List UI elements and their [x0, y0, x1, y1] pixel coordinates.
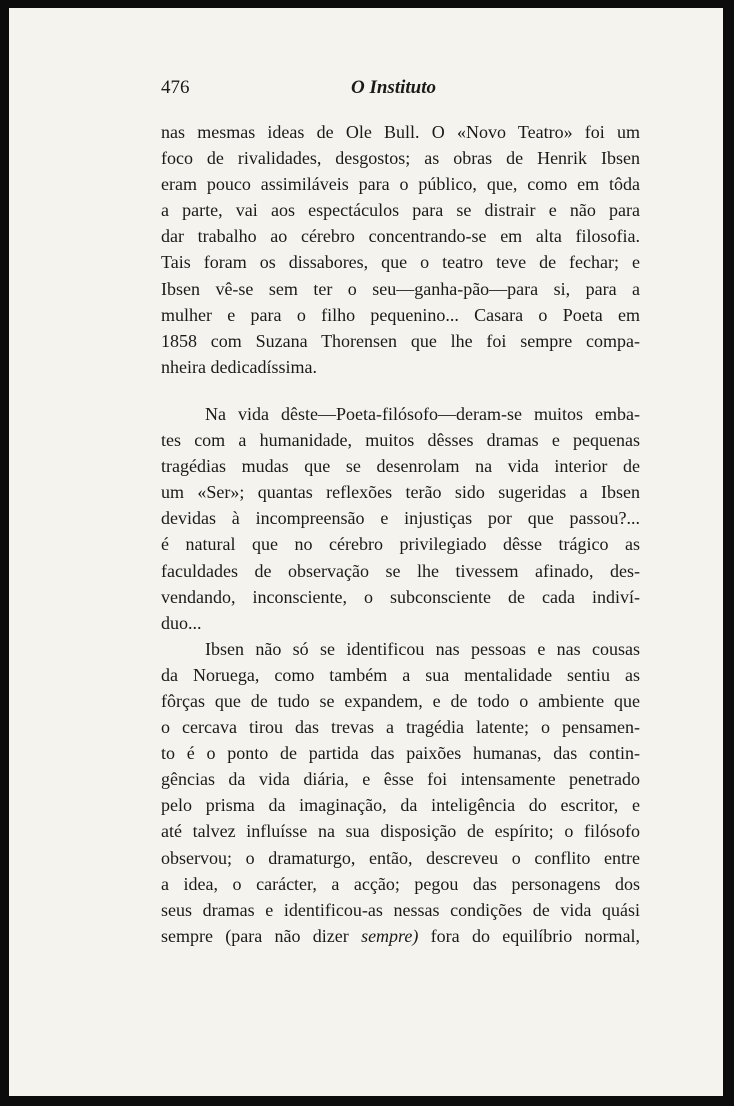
running-title: O Instituto — [351, 77, 437, 98]
text-line: a idea, o carácter, a acção; pegou das personagens dos — [161, 873, 640, 894]
text-line: seus dramas e identificou-as nessas condições de vida quási — [161, 899, 640, 920]
text-line: da Noruega, como também a sua mentalidade sentiu as — [161, 664, 640, 685]
text-line: um «Ser»; quantas reflexões terão sido sugeridas a Ibsen — [161, 482, 640, 503]
text-segment: sempre (para não dizer — [161, 925, 362, 946]
page-number: 476 — [161, 77, 190, 98]
text-line: eram pouco assimiláveis para o público, que, como em tôda — [161, 174, 640, 195]
text-line: Ibsen não só se identificou nas pessoas e nas cousas — [205, 638, 640, 659]
text-line-final — [161, 923, 640, 949]
text-line: mulher e para o filho pequenino... Casara o Poeta em — [161, 304, 640, 325]
text-line: fôrças que de tudo se expandem, e de todo o ambiente que — [161, 690, 640, 711]
text-line: Na vida dêste—Poeta-filósofo—deram-se muitos emba- — [205, 403, 640, 424]
text-line: foco de rivalidades, desgostos; as obras de Henrik Ibsen — [161, 148, 640, 169]
text-line: tragédias mudas que se desenrolam na vida interior de — [161, 456, 640, 477]
text-line: a parte, vai aos espectáculos para se distrair e não para — [161, 200, 640, 221]
paragraph-gap — [161, 380, 640, 401]
text-line: Tais foram os dissabores, que o teatro teve de fechar; e — [161, 252, 640, 273]
text-line: Ibsen vê-se sem ter o seu—ganha-pão—para si, para a — [161, 278, 640, 299]
text-line: duo... — [161, 612, 202, 633]
text-line: o cercava tirou das trevas a tragédia latente; o pensamen- — [161, 717, 640, 738]
text-line: até talvez influísse na sua disposição de espírito; o filósofo — [161, 821, 640, 842]
text-line: nheira dedicadíssima. — [161, 356, 317, 377]
paragraph — [161, 401, 640, 636]
text-line: observou; o dramaturgo, então, descreveu o conflito entre — [161, 847, 640, 868]
text-line: gências da vida diária, e êsse foi intensamente penetrado — [161, 769, 640, 790]
emphasized-word: sempre) — [361, 925, 419, 946]
text-line: nas mesmas ideas de Ole Bull. O «Novo Teatro» foi um — [161, 122, 640, 142]
text-line: dar trabalho ao cérebro concentrando-se em alta filosofia. — [161, 226, 640, 247]
text-line: pelo prisma da imaginação, da inteligência do escritor, e — [161, 795, 640, 816]
text-line: faculdades de observação se lhe tivessem afinado, des- — [161, 560, 640, 581]
text-line: 1858 com Suzana Thorensen que lhe foi sempre compa- — [161, 330, 640, 351]
body-text — [161, 119, 640, 949]
text-line: vendando, inconsciente, o subconsciente de cada indiví- — [161, 586, 640, 607]
text-line: to é o ponto de partida das paixões humanas, das contin- — [161, 743, 640, 764]
page-header — [161, 77, 651, 107]
paragraph — [161, 636, 640, 949]
text-segment: fora do equilíbrio normal, — [418, 925, 640, 946]
text-line: tes com a humanidade, muitos dêsses dramas e pequenas — [161, 430, 640, 451]
paragraph — [161, 119, 640, 380]
text-line: é natural que no cérebro privilegiado dêsse trágico as — [161, 534, 640, 555]
text-line: devidas à incompreensão e injustiças por que passou?... — [161, 508, 640, 529]
